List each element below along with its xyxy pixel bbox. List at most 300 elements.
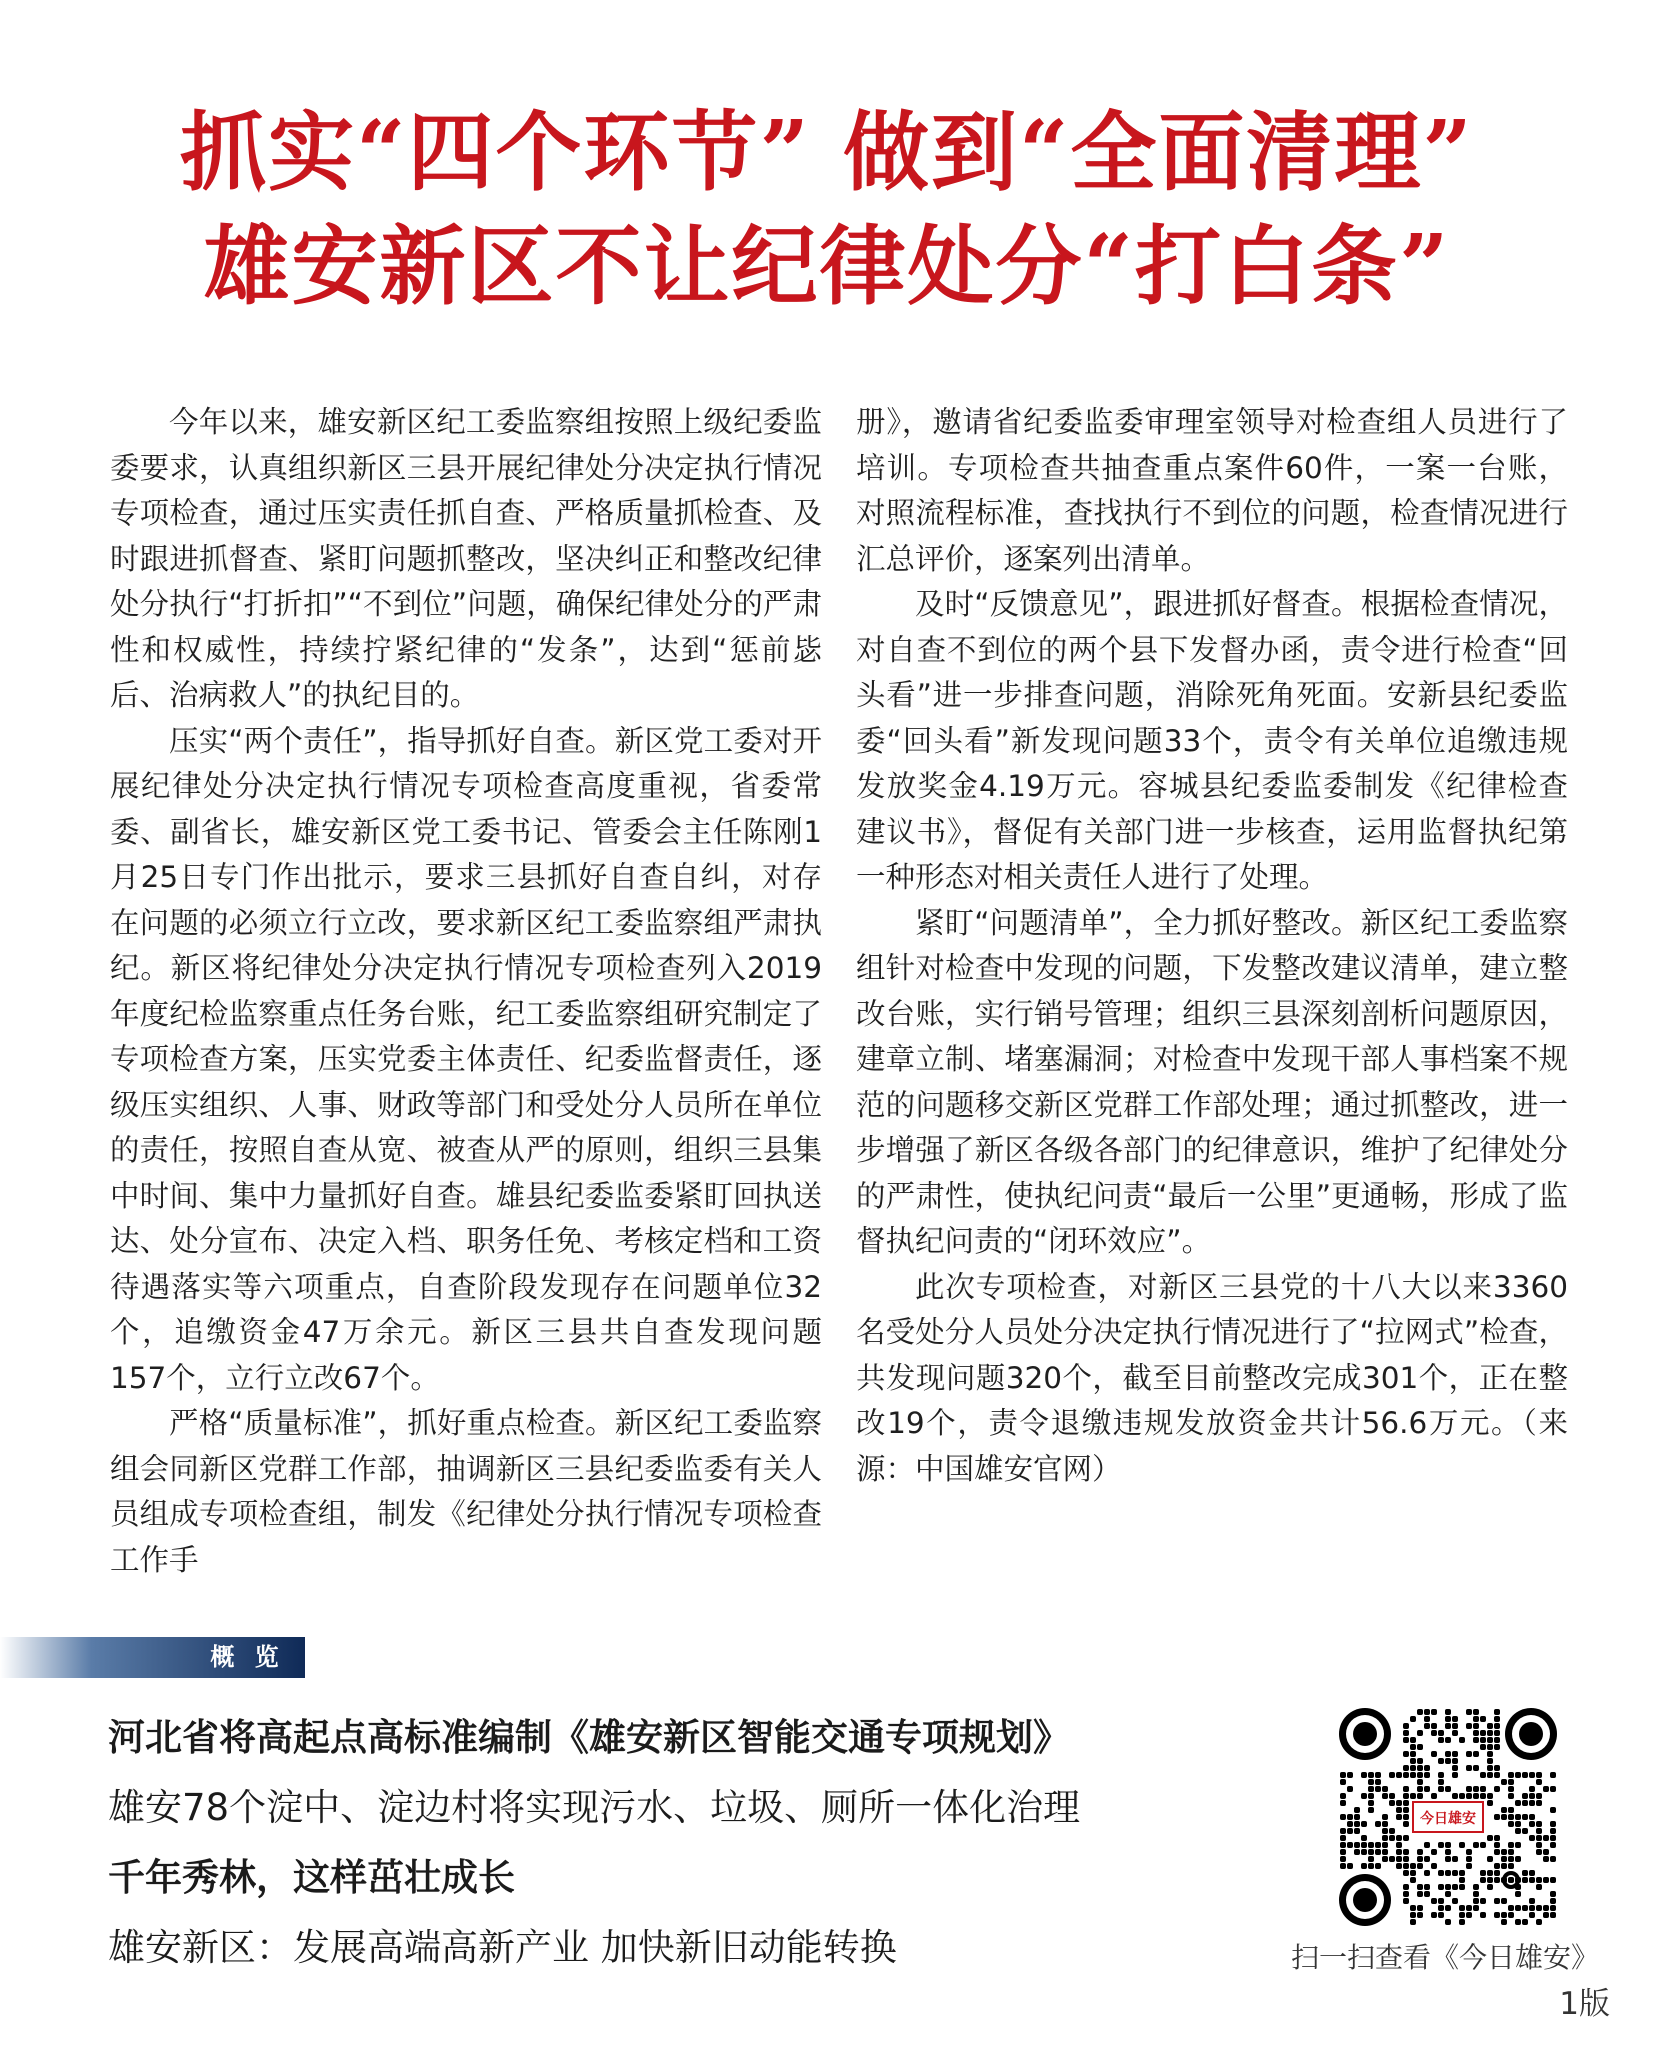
- article-paragraph: 及时“反馈意见”，跟进抓好督查。根据检查情况，对自查不到位的两个县下发督办函，责令进行检查“回头看”进一步排查问题，消除死角死面。安新县纪委监委“回头看”新发现问题33个，责令有关单位追缴违规发放奖金4.19万元。容城县纪委监委制发《纪律检查建议书》，督促有关部门进一步核查，运用监督执纪第一种形态对相关责任人进行了处理。: [856, 587, 1568, 894]
- qr-module: [1536, 1828, 1542, 1834]
- qr-module: [1536, 1835, 1542, 1841]
- qr-module: [1424, 1772, 1430, 1778]
- qr-module: [1396, 1800, 1402, 1806]
- qr-module: [1354, 1849, 1360, 1855]
- qr-module: [1389, 1793, 1395, 1799]
- qr-module: [1417, 1744, 1423, 1750]
- qr-module: [1361, 1842, 1367, 1848]
- article-paragraph: 今年以来，雄安新区纪工委监察组按照上级纪委监委要求，认真组织新区三县开展纪律处分决定执行情况专项检查，通过压实责任抓自查、严格质量抓检查、及时跟进抓督查、紧盯问题抓整改，坚决纠正和整改纪律处分执行“打折扣”“不到位”问题，确保纪律处分的严肃性和权威性，持续拧紧纪律的“发条”，达到“惩前毖后、治病救人”的执纪目的。: [110, 405, 822, 712]
- qr-module: [1368, 1849, 1374, 1855]
- qr-module: [1410, 1744, 1416, 1750]
- qr-module: [1529, 1898, 1535, 1904]
- qr-module: [1424, 1884, 1430, 1890]
- qr-module: [1536, 1884, 1542, 1890]
- qr-module: [1494, 1835, 1500, 1841]
- qr-module: [1340, 1779, 1346, 1785]
- qr-module: [1403, 1870, 1409, 1876]
- qr-module: [1340, 1849, 1346, 1855]
- qr-module: [1480, 1842, 1486, 1848]
- qr-module: [1445, 1891, 1451, 1897]
- qr-module: [1515, 1842, 1521, 1848]
- qr-module: [1529, 1905, 1535, 1911]
- qr-module: [1410, 1751, 1416, 1757]
- qr-module: [1445, 1905, 1451, 1911]
- qr-module: [1473, 1709, 1479, 1715]
- qr-module: [1368, 1856, 1374, 1862]
- qr-module: [1487, 1835, 1493, 1841]
- qr-module: [1417, 1884, 1423, 1890]
- qr-module: [1417, 1793, 1423, 1799]
- qr-module: [1382, 1814, 1388, 1820]
- qr-module: [1501, 1919, 1507, 1925]
- qr-module: [1459, 1884, 1465, 1890]
- qr-module: [1347, 1786, 1353, 1792]
- qr-module: [1494, 1912, 1500, 1918]
- qr-module: [1529, 1835, 1535, 1841]
- qr-module: [1368, 1863, 1374, 1869]
- qr-module: [1424, 1709, 1430, 1715]
- qr-module: [1452, 1751, 1458, 1757]
- qr-module: [1487, 1723, 1493, 1729]
- qr-module: [1494, 1723, 1500, 1729]
- article-paragraph: 册》，邀请省纪委监委审理室领导对检查组人员进行了培训。专项检查共抽查重点案件60件，一案一台账，对照流程标准，查找执行不到位的问题，检查情况进行汇总评价，逐案列出清单。: [856, 405, 1568, 576]
- qr-module: [1382, 1828, 1388, 1834]
- qr-module: [1403, 1891, 1409, 1897]
- qr-module: [1424, 1891, 1430, 1897]
- qr-module: [1417, 1709, 1423, 1715]
- qr-module: [1375, 1842, 1381, 1848]
- qr-module: [1347, 1772, 1353, 1778]
- qr-module: [1522, 1828, 1528, 1834]
- qr-module: [1536, 1772, 1542, 1778]
- qr-module: [1529, 1814, 1535, 1820]
- qr-module: [1417, 1758, 1423, 1764]
- qr-module: [1396, 1842, 1402, 1848]
- qr-module: [1375, 1779, 1381, 1785]
- qr-module: [1480, 1898, 1486, 1904]
- qr-module: [1501, 1779, 1507, 1785]
- qr-module: [1431, 1709, 1437, 1715]
- qr-code[interactable]: [1337, 1706, 1559, 1928]
- qr-module: [1473, 1905, 1479, 1911]
- qr-module: [1473, 1793, 1479, 1799]
- qr-module: [1508, 1772, 1514, 1778]
- overview-item-link[interactable]: 雄安78个淀中、淀边村将实现污水、垃圾、厕所一体化治理: [108, 1786, 1081, 1829]
- qr-module: [1536, 1849, 1542, 1855]
- qr-module: [1347, 1821, 1353, 1827]
- qr-module: [1410, 1772, 1416, 1778]
- qr-module: [1452, 1856, 1458, 1862]
- qr-module: [1543, 1905, 1549, 1911]
- qr-module: [1375, 1821, 1381, 1827]
- qr-module: [1375, 1849, 1381, 1855]
- overview-label: 概 览: [210, 1643, 285, 1671]
- qr-module: [1375, 1863, 1381, 1869]
- qr-module: [1347, 1828, 1353, 1834]
- qr-module: [1508, 1912, 1514, 1918]
- qr-module: [1487, 1737, 1493, 1743]
- qr-module: [1396, 1807, 1402, 1813]
- qr-module: [1473, 1737, 1479, 1743]
- qr-module: [1501, 1898, 1507, 1904]
- qr-module: [1396, 1849, 1402, 1855]
- qr-module: [1340, 1793, 1346, 1799]
- qr-module: [1382, 1849, 1388, 1855]
- qr-module: [1417, 1891, 1423, 1897]
- qr-module: [1445, 1856, 1451, 1862]
- qr-module: [1382, 1821, 1388, 1827]
- qr-module: [1529, 1786, 1535, 1792]
- qr-module: [1410, 1870, 1416, 1876]
- qr-module: [1459, 1912, 1465, 1918]
- qr-module: [1382, 1835, 1388, 1841]
- qr-module: [1452, 1765, 1458, 1771]
- qr-module: [1354, 1807, 1360, 1813]
- article-paragraph: 严格“质量标准”，抓好重点检查。新区纪工委监察组会同新区党群工作部，抽调新区三县纪委监委有关人员组成专项检查组，制发《纪律处分执行情况专项检查工作手: [110, 1406, 822, 1577]
- qr-module: [1508, 1877, 1514, 1883]
- qr-module: [1515, 1877, 1521, 1883]
- qr-module: [1431, 1849, 1437, 1855]
- qr-module: [1473, 1716, 1479, 1722]
- qr-module: [1438, 1779, 1444, 1785]
- qr-module: [1445, 1737, 1451, 1743]
- qr-module: [1466, 1723, 1472, 1729]
- qr-module: [1396, 1835, 1402, 1841]
- overview-item-link[interactable]: 千年秀林，这样茁壮成长: [108, 1856, 515, 1899]
- qr-module: [1487, 1751, 1493, 1757]
- qr-module: [1515, 1821, 1521, 1827]
- qr-module: [1340, 1828, 1346, 1834]
- qr-module: [1417, 1863, 1423, 1869]
- qr-module: [1438, 1772, 1444, 1778]
- qr-module: [1347, 1863, 1353, 1869]
- qr-module: [1487, 1884, 1493, 1890]
- qr-module: [1403, 1863, 1409, 1869]
- qr-module: [1494, 1737, 1500, 1743]
- qr-module: [1438, 1884, 1444, 1890]
- qr-module: [1536, 1800, 1542, 1806]
- qr-module: [1487, 1758, 1493, 1764]
- qr-module: [1480, 1793, 1486, 1799]
- qr-module: [1452, 1730, 1458, 1736]
- qr-module: [1445, 1751, 1451, 1757]
- qr-module: [1536, 1821, 1542, 1827]
- qr-module: [1403, 1849, 1409, 1855]
- qr-module: [1445, 1723, 1451, 1729]
- qr-module: [1445, 1709, 1451, 1715]
- qr-module: [1431, 1723, 1437, 1729]
- qr-module: [1431, 1912, 1437, 1918]
- qr-module: [1508, 1842, 1514, 1848]
- qr-module: [1340, 1842, 1346, 1848]
- qr-module: [1550, 1842, 1556, 1848]
- qr-module: [1543, 1849, 1549, 1855]
- qr-module: [1410, 1793, 1416, 1799]
- qr-module: [1480, 1716, 1486, 1722]
- qr-module: [1466, 1905, 1472, 1911]
- qr-module: [1410, 1737, 1416, 1743]
- qr-module: [1354, 1842, 1360, 1848]
- qr-module: [1431, 1793, 1437, 1799]
- qr-module: [1417, 1786, 1423, 1792]
- qr-module: [1452, 1772, 1458, 1778]
- page-number: 1版: [1559, 1986, 1610, 2022]
- qr-module: [1424, 1716, 1430, 1722]
- qr-module: [1396, 1856, 1402, 1862]
- qr-module: [1431, 1751, 1437, 1757]
- qr-module: [1417, 1765, 1423, 1771]
- qr-module: [1340, 1814, 1346, 1820]
- qr-module: [1466, 1849, 1472, 1855]
- qr-module: [1368, 1772, 1374, 1778]
- qr-module: [1515, 1919, 1521, 1925]
- qr-module: [1536, 1877, 1542, 1883]
- qr-module: [1522, 1800, 1528, 1806]
- qr-module: [1550, 1912, 1556, 1918]
- qr-module: [1403, 1751, 1409, 1757]
- qr-module: [1445, 1758, 1451, 1764]
- qr-module: [1389, 1800, 1395, 1806]
- qr-module: [1466, 1863, 1472, 1869]
- qr-module: [1417, 1849, 1423, 1855]
- qr-module: [1550, 1905, 1556, 1911]
- qr-module: [1424, 1856, 1430, 1862]
- qr-module: [1396, 1863, 1402, 1869]
- qr-module: [1410, 1905, 1416, 1911]
- qr-module: [1480, 1744, 1486, 1750]
- overview-item-link[interactable]: 河北省将高起点高标准编制《雄安新区智能交通专项规划》: [108, 1716, 1070, 1759]
- qr-module: [1410, 1765, 1416, 1771]
- qr-module: [1480, 1786, 1486, 1792]
- qr-module: [1480, 1870, 1486, 1876]
- qr-module: [1529, 1877, 1535, 1883]
- article-paragraph: 此次专项检查，对新区三县党的十八大以来3360名受处分人员处分决定执行情况进行了“拉网式”检查，共发现问题320个，截至目前整改完成301个，正在整改19个，责令退缴违规发放资金共计56.6万元。（来源：中国雄安官网）: [856, 1269, 1568, 1486]
- article-paragraph: 压实“两个责任”，指导抓好自查。新区党工委对开展纪律处分决定执行情况专项检查高度重视，省委常委、副省长，雄安新区党工委书记、管委会主任陈刚1月25日专门作出批示，要求三县抓好自查自纠，对存在问题的必须立行立改，要求新区纪工委监察组严肃执纪。新区将纪律处分决定执行情况专项检查列入2019年度纪检监察重点任务台账，纪工委监察组研究制定了专项检查方案，压实党委主体责任、纪委监督责任，逐级压实组织、人事、财政等部门和受处分人员所在单位的责任，按照自查从宽、被查从严的原则，组织三县集中时间、集中力量抓好自查。雄县纪委监委紧盯回执送达、处分宣布、决定入档、职务任免、考核定档和工资待遇落实等六项重点，自查阶段发现存在问题单位32个，追缴资金47万余元。新区三县共自查发现问题157个，立行立改67个。: [110, 723, 822, 1395]
- qr-module: [1424, 1765, 1430, 1771]
- qr-module: [1410, 1877, 1416, 1883]
- qr-center-text: 今日雄安: [1420, 1811, 1476, 1827]
- qr-module: [1543, 1877, 1549, 1883]
- qr-module: [1347, 1842, 1353, 1848]
- qr-module: [1438, 1898, 1444, 1904]
- overview-item-link[interactable]: 雄安新区：发展高端高新产业 加快新旧动能转换: [108, 1926, 897, 1969]
- qr-module: [1536, 1779, 1542, 1785]
- headline-line-2: 雄安新区不让纪律处分“打白条”: [203, 216, 1451, 317]
- qr-module: [1396, 1772, 1402, 1778]
- qr-module: [1536, 1842, 1542, 1848]
- qr-module: [1403, 1856, 1409, 1862]
- qr-module: [1466, 1751, 1472, 1757]
- qr-module: [1508, 1863, 1514, 1869]
- qr-module: [1543, 1856, 1549, 1862]
- qr-module: [1522, 1919, 1528, 1925]
- qr-module: [1459, 1842, 1465, 1848]
- qr-module: [1452, 1870, 1458, 1876]
- qr-module: [1340, 1772, 1346, 1778]
- qr-module: [1487, 1870, 1493, 1876]
- qr-module: [1403, 1835, 1409, 1841]
- qr-module: [1508, 1821, 1514, 1827]
- qr-module: [1389, 1828, 1395, 1834]
- qr-caption: 扫一扫查看《今日雄安》: [1290, 1941, 1599, 1974]
- qr-module: [1487, 1765, 1493, 1771]
- headline-line-1: 抓实“四个环节” 做到“全面清理”: [180, 102, 1474, 203]
- qr-module: [1487, 1877, 1493, 1883]
- qr-module: [1529, 1800, 1535, 1806]
- qr-module: [1368, 1786, 1374, 1792]
- qr-module: [1445, 1884, 1451, 1890]
- qr-module: [1494, 1849, 1500, 1855]
- qr-module: [1354, 1821, 1360, 1827]
- qr-module: [1494, 1870, 1500, 1876]
- qr-module: [1550, 1828, 1556, 1834]
- qr-module: [1445, 1716, 1451, 1722]
- qr-module: [1501, 1807, 1507, 1813]
- qr-module: [1410, 1912, 1416, 1918]
- qr-module: [1515, 1772, 1521, 1778]
- qr-module: [1494, 1709, 1500, 1715]
- qr-module: [1403, 1821, 1409, 1827]
- qr-module: [1438, 1905, 1444, 1911]
- qr-module: [1382, 1842, 1388, 1848]
- qr-module: [1431, 1863, 1437, 1869]
- qr-module: [1403, 1884, 1409, 1890]
- qr-module: [1424, 1842, 1430, 1848]
- qr-module: [1417, 1856, 1423, 1862]
- qr-module: [1515, 1814, 1521, 1820]
- qr-code-icon: [1337, 1706, 1559, 1928]
- qr-module: [1529, 1870, 1535, 1876]
- qr-module: [1501, 1814, 1507, 1820]
- qr-module: [1368, 1807, 1374, 1813]
- qr-module: [1438, 1786, 1444, 1792]
- qr-module: [1410, 1758, 1416, 1764]
- qr-module: [1438, 1912, 1444, 1918]
- qr-module: [1347, 1814, 1353, 1820]
- qr-module: [1522, 1877, 1528, 1883]
- qr-module: [1424, 1870, 1430, 1876]
- qr-module: [1522, 1814, 1528, 1820]
- qr-module: [1466, 1709, 1472, 1715]
- qr-module: [1543, 1835, 1549, 1841]
- qr-module: [1508, 1786, 1514, 1792]
- qr-module: [1473, 1723, 1479, 1729]
- article-paragraph: 紧盯“问题清单”，全力抓好整改。新区纪工委监察组针对检查中发现的问题，下发整改建议清单，建立整改台账，实行销号管理；组织三县深刻剖析问题原因，建章立制、堵塞漏洞；对检查中发现干部人事档案不规范的问题移交新区党群工作部处理；通过抓整改，进一步增强了新区各级各部门的纪律意识，维护了纪律处分的严肃性，使执纪问责“最后一公里”更通畅，形成了监督执纪问责的“闭环效应”。: [856, 905, 1568, 1258]
- qr-module: [1550, 1821, 1556, 1827]
- qr-module: [1515, 1856, 1521, 1862]
- qr-module: [1501, 1863, 1507, 1869]
- qr-module: [1445, 1870, 1451, 1876]
- qr-module: [1382, 1856, 1388, 1862]
- qr-module: [1550, 1898, 1556, 1904]
- qr-module: [1459, 1905, 1465, 1911]
- qr-module: [1403, 1793, 1409, 1799]
- qr-module: [1361, 1863, 1367, 1869]
- qr-module: [1494, 1863, 1500, 1869]
- qr-module: [1438, 1758, 1444, 1764]
- qr-module: [1403, 1898, 1409, 1904]
- qr-module: [1501, 1912, 1507, 1918]
- qr-module: [1473, 1898, 1479, 1904]
- qr-module: [1466, 1856, 1472, 1862]
- qr-module: [1340, 1800, 1346, 1806]
- qr-module: [1536, 1919, 1542, 1925]
- qr-module: [1382, 1793, 1388, 1799]
- qr-module: [1494, 1744, 1500, 1750]
- qr-module: [1494, 1730, 1500, 1736]
- qr-module: [1522, 1870, 1528, 1876]
- qr-module: [1410, 1716, 1416, 1722]
- qr-module: [1529, 1821, 1535, 1827]
- qr-module: [1403, 1730, 1409, 1736]
- qr-module: [1515, 1828, 1521, 1834]
- qr-module: [1382, 1786, 1388, 1792]
- qr-module: [1452, 1716, 1458, 1722]
- qr-module: [1494, 1898, 1500, 1904]
- qr-module: [1473, 1891, 1479, 1897]
- qr-module: [1438, 1737, 1444, 1743]
- qr-module: [1396, 1814, 1402, 1820]
- qr-module: [1403, 1786, 1409, 1792]
- qr-module: [1550, 1807, 1556, 1813]
- qr-module: [1445, 1919, 1451, 1925]
- qr-module: [1389, 1772, 1395, 1778]
- qr-module: [1340, 1863, 1346, 1869]
- qr-module: [1340, 1856, 1346, 1862]
- qr-module: [1340, 1835, 1346, 1841]
- qr-module: [1536, 1905, 1542, 1911]
- qr-module: [1410, 1919, 1416, 1925]
- qr-module: [1473, 1884, 1479, 1890]
- qr-module: [1515, 1905, 1521, 1911]
- qr-module: [1487, 1744, 1493, 1750]
- qr-module: [1389, 1856, 1395, 1862]
- qr-module: [1368, 1793, 1374, 1799]
- qr-module: [1424, 1723, 1430, 1729]
- qr-module: [1403, 1807, 1409, 1813]
- qr-module: [1466, 1793, 1472, 1799]
- qr-module: [1494, 1814, 1500, 1820]
- qr-module: [1550, 1835, 1556, 1841]
- qr-module: [1403, 1737, 1409, 1743]
- qr-module: [1480, 1912, 1486, 1918]
- qr-module: [1431, 1730, 1437, 1736]
- qr-module: [1501, 1849, 1507, 1855]
- qr-module: [1480, 1737, 1486, 1743]
- qr-module: [1480, 1730, 1486, 1736]
- qr-module: [1459, 1737, 1465, 1743]
- qr-module: [1368, 1800, 1374, 1806]
- qr-module: [1508, 1856, 1514, 1862]
- qr-module: [1550, 1772, 1556, 1778]
- qr-module: [1494, 1786, 1500, 1792]
- qr-module: [1473, 1751, 1479, 1757]
- qr-module: [1361, 1821, 1367, 1827]
- qr-module: [1403, 1765, 1409, 1771]
- qr-module: [1529, 1793, 1535, 1799]
- qr-module: [1473, 1842, 1479, 1848]
- qr-module: [1354, 1814, 1360, 1820]
- qr-module: [1529, 1912, 1535, 1918]
- qr-module: [1494, 1765, 1500, 1771]
- qr-module: [1480, 1877, 1486, 1883]
- qr-module: [1508, 1793, 1514, 1799]
- qr-module: [1473, 1730, 1479, 1736]
- qr-module: [1508, 1807, 1514, 1813]
- qr-module: [1508, 1849, 1514, 1855]
- qr-module: [1452, 1884, 1458, 1890]
- qr-module: [1487, 1793, 1493, 1799]
